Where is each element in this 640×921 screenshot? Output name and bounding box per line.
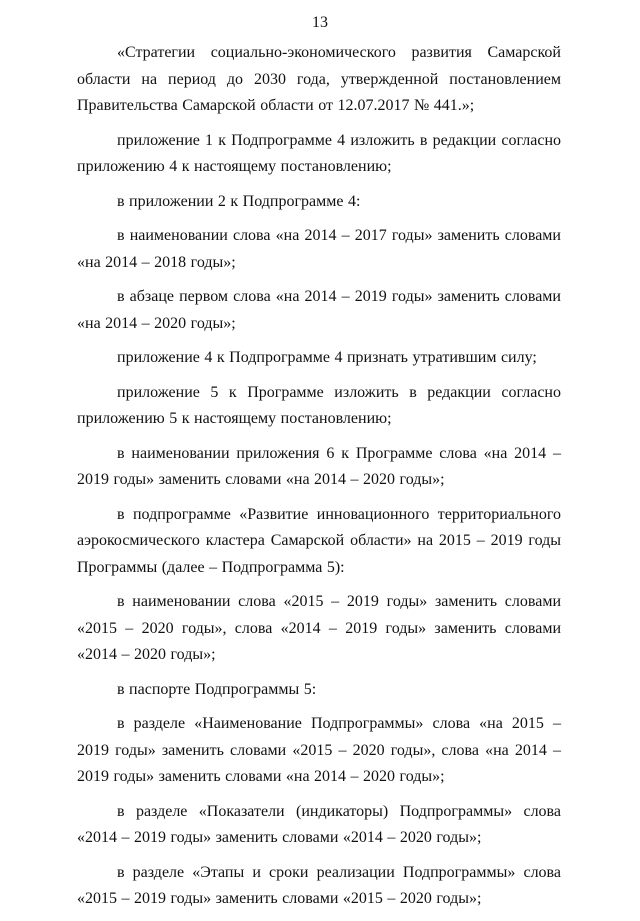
paragraph: в разделе «Наименование Подпрограммы» слова «на 2015 – 2019 годы» заменить словами «2015 – 2020 годы», слова «на 2014 – 2019 годы» заменить словами «на 2014 – 2020 годы»;	[77, 715, 561, 785]
paragraph: в подпрограмме «Развитие инновационного территориального аэрокосмического кластера Самарской области» на 2015 – 2019 годы Программы (далее – Подпрограмма 5):	[77, 505, 561, 576]
paragraph: в разделе «Показатели (индикаторы) Подпрограммы» слова «2014 – 2019 годы» заменить словами «2014 – 2020 годы»;	[77, 802, 561, 846]
paragraph: в приложении 2 к Подпрограмме 4:	[117, 192, 361, 210]
paragraph: «Стратегии социально-экономического развития Самарской области на период до 2030 года, утвержденной постановлением Правительства Самарской области от 12.07.2017 № 441.»;	[77, 44, 561, 114]
page-number: 13	[312, 14, 328, 31]
paragraph: в разделе «Этапы и сроки реализации Подпрограммы» слова «2015 – 2019 годы» заменить словами «2015 – 2020 годы»;	[77, 863, 561, 907]
paragraph: в наименовании приложения 6 к Программе слова «на 2014 – 2019 годы» заменить словами «на 2014 – 2020 годы»;	[77, 444, 561, 488]
paragraph: приложение 1 к Подпрограмме 4 изложить в редакции согласно приложению 4 к настоящему постановлению;	[77, 131, 561, 175]
paragraph: приложение 5 к Программе изложить в редакции согласно приложению 5 к настоящему постановлению;	[77, 383, 561, 427]
paragraph: в наименовании слова «на 2014 – 2017 годы» заменить словами «на 2014 – 2018 годы»;	[77, 227, 561, 271]
paragraph: приложение 4 к Подпрограмме 4 признать утратившим силу;	[117, 349, 537, 366]
paragraph: в наименовании слова «2015 – 2019 годы» заменить словами «2015 – 2020 годы», слова «2014 – 2019 годы» заменить словами «2014 – 2020 годы»;	[77, 593, 561, 663]
paragraph: в абзаце первом слова «на 2014 – 2019 годы» заменить словами «на 2014 – 2020 годы»;	[77, 288, 561, 332]
paragraph: в паспорте Подпрограммы 5:	[117, 680, 317, 698]
document-body	[77, 40, 561, 921]
